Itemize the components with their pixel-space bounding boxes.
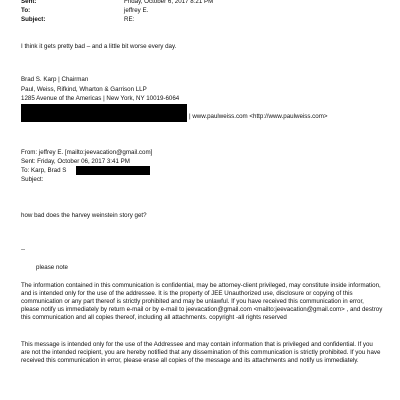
sent-value: Friday, October 6, 2017 8:21 PM xyxy=(124,0,214,5)
separator: -- xyxy=(21,246,26,253)
subject-label: Subject: xyxy=(21,16,46,23)
signature-name: Brad S. Karp | Chairman xyxy=(21,76,89,83)
to-value: jeffrey E. xyxy=(124,7,149,14)
disclaimer-paragraph-2: This message is intended only for the use of the Addressee and may contain information that is privileged and confidential. If you are not the intended recipient, you are hereby notified that any dissemination of this communication is strictly prohibited. If you have received this communication in error, please erase all copies of the message and its attachments and notify us immediately. xyxy=(21,341,381,364)
quoted-body: how bad does the harvey weinstein story get? xyxy=(21,212,147,219)
redaction-block xyxy=(21,104,187,122)
quoted-to: To: Karp, Brad S xyxy=(21,167,67,174)
disclaimer-paragraph-1: The information contained in this communication is confidential, may be attorney-client privileged, may constitute inside information, and is intended only for the use of the addressee. It is the property of JEE Unauthorized use, disclosure or copying of this communication or any part thereof is strictly prohibited and may be unlawful. If you have received this communication in error, please notify us immediately by return e-mail or by e-mail to jeevacation@gmail.com <mailto:jeevacation@gmail.com> , and destroy this communication and all copies thereof, including all attachments. copyright -all rights reserved xyxy=(21,282,383,321)
subject-value: RE: xyxy=(124,16,135,23)
sent-label: Sent: xyxy=(21,0,37,5)
please-note: please note xyxy=(36,264,68,271)
signature-website: | www.paulweiss.com <http://www.paulweiss.com> xyxy=(189,113,328,120)
signature-address: 1285 Avenue of the Americas | New York, NY 10019-6064 xyxy=(21,95,180,102)
quoted-sent: Sent: Friday, October 06, 2017 3:41 PM xyxy=(21,158,130,165)
signature-firm: Paul, Weiss, Rifkind, Wharton & Garrison LLP xyxy=(21,86,147,93)
redaction-block xyxy=(76,166,150,175)
reply-body: I think it gets pretty bad – and a little bit worse every day. xyxy=(21,43,177,50)
quoted-from: From: jeffrey E. [mailto:jeevacation@gmail.com] xyxy=(21,149,153,156)
to-label: To: xyxy=(21,7,31,14)
quoted-subject: Subject: xyxy=(21,176,44,183)
